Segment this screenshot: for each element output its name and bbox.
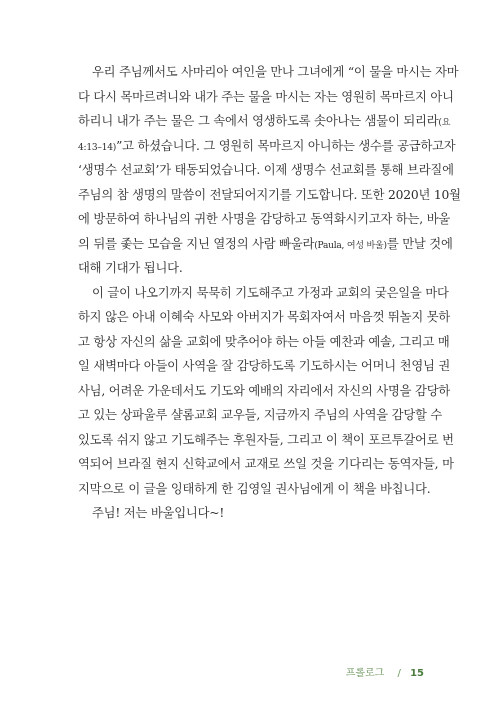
scripture-reference-open: (요 <box>438 118 451 128</box>
paragraph-1-line-6: 주님의 참 생명의 말씀이 전달되어지기를 기도합니다. 또한 2020년 10월 <box>78 187 461 202</box>
page-footer <box>346 664 424 679</box>
paragraph-2-line-3: 고 항상 자신의 삶을 교회에 맞추어야 하는 아들 예찬과 예솔, 그리고 매 <box>78 334 450 349</box>
body-text <box>78 60 461 526</box>
footer-separator: / <box>397 668 401 679</box>
paragraph-1-line-3 <box>78 109 451 134</box>
paragraph-1-line-8-tail: 를 만날 것에 <box>386 236 453 251</box>
paragraph-1-line-5: ‘생명수 선교회’가 태동되었습니다. 이제 생명수 선교회를 통해 브라질에 <box>78 163 454 177</box>
paragraph-2-line-7: 있도록 쉬지 않고 기도해주는 후원자들, 그리고 이 책이 포르투갈어로 번 <box>78 432 454 447</box>
paragraph-1-line-4 <box>78 134 456 159</box>
paragraph-2-line-1: 이 글이 나오기까지 묵묵히 기도해주고 가정과 교회의 궂은일을 마다 <box>92 285 449 300</box>
scripture-reference-verses: 4:13–14) <box>78 142 117 153</box>
paragraph-1-line-9: 대해 기대가 됩니다. <box>78 261 183 275</box>
paragraph-3-line-1: 주님! 저는 바울입니다~! <box>92 506 225 520</box>
paragraph-1-line-1: 우리 주님께서도 사마리아 여인을 만나 그녀에게 “이 물을 마시는 자마 <box>92 65 459 79</box>
paragraph-1-line-8-text: 의 뒤를 좇는 모습을 지닌 열정의 사람 빠울라 <box>78 236 315 251</box>
paragraph-1-line-8 <box>78 232 453 257</box>
name-annotation: (Paula, 여성 바울) <box>314 240 387 251</box>
paragraph-2-line-2: 하지 않은 아내 이혜숙 사모와 아버지가 목회자여서 마음껏 뛰놀지 못하 <box>78 310 451 324</box>
paragraph-1-line-2: 다 다시 목마르려니와 내가 주는 물을 마시는 자는 영원히 목마르지 아니 <box>78 89 454 104</box>
paragraph-2-line-6: 고 있는 상파울루 샬롬교회 교우들, 지금까지 주님의 사역을 감당할 수 <box>78 408 443 422</box>
paragraph-2-line-5: 사님, 어려운 가운데서도 기도와 예배의 자리에서 자신의 사명을 감당하 <box>78 383 451 398</box>
paragraph-1-line-7: 에 방문하여 하나님의 귀한 사명을 감당하고 동역화시키고자 하는, 바울 <box>78 212 451 226</box>
paragraph-1-line-4-text: ”고 하셨습니다. 그 영원히 목마르지 아니하는 생수를 공급하고자 <box>116 138 456 153</box>
page-number: 15 <box>410 668 424 679</box>
paragraph-1-line-3-text: 하리니 내가 주는 물은 그 속에서 영생하도록 솟아나는 샘물이 되리라 <box>78 114 439 128</box>
paragraph-2-line-9: 지막으로 이 글을 잉태하게 한 김영일 권사님에게 이 책을 바칩니다. <box>78 481 431 496</box>
paragraph-2-line-4: 일 새벽마다 아들이 사역을 잘 감당하도록 기도하시는 어머니 천영님 권 <box>78 359 451 373</box>
chapter-title: 프롤로그 <box>345 668 385 679</box>
paragraph-2-line-8: 역되어 브라질 현지 신학교에서 교재로 쓰일 것을 기다리는 동역자들, 마 <box>78 457 454 471</box>
